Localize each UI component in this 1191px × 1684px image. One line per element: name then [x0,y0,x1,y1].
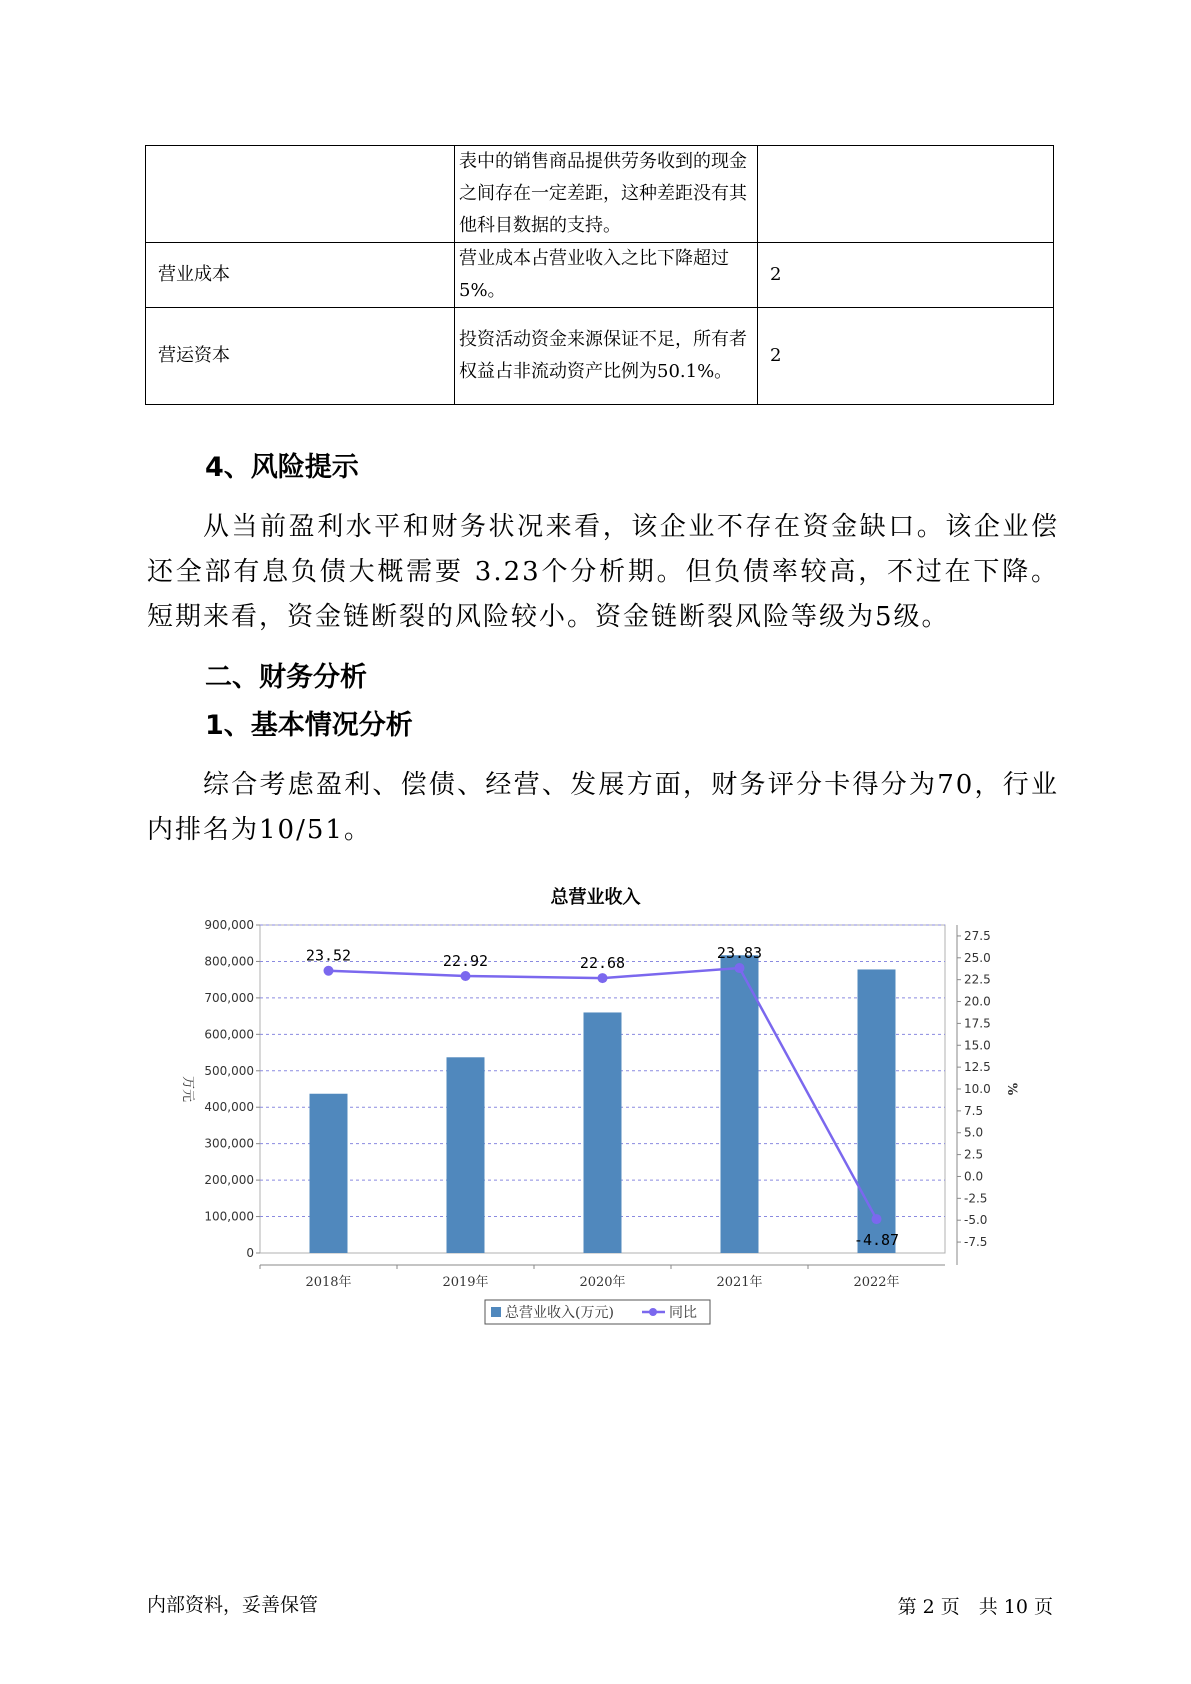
y2-tick-label: 25.0 [964,950,991,965]
y-tick-label: 300,000 [204,1136,254,1151]
chart-title: 总营业收入 [550,887,641,908]
revenue-bar [447,1057,485,1253]
legend-bar-label: 总营业收入(万元) [505,1305,614,1321]
table-row [146,308,1054,405]
revenue-bar [584,1012,622,1253]
y2-tick-label: 7.5 [964,1103,984,1118]
table-row [146,146,1054,243]
y2-tick-label: 17.5 [964,1016,991,1031]
yoy-data-label: 22.92 [442,951,489,970]
y2-tick-label: 20.0 [964,994,991,1009]
legend-bar-swatch [491,1307,501,1317]
x-tick-label: 2019年 [442,1275,489,1290]
description-cell: 营业成本占营业收入之比下降超过5%。 [455,243,758,308]
x-tick-label: 2018年 [305,1275,352,1290]
y2-tick-label: 27.5 [964,928,991,943]
score-cell: 2 [758,308,1054,405]
description-cell: 表中的销售商品提供劳务收到的现金之间存在一定差距，这种差距没有其他科目数据的支持。 [455,146,758,243]
item-cell: 营业成本 [146,243,455,308]
y2-tick-label: 5.0 [964,1125,984,1140]
legend-line-label: 同比 [669,1305,697,1321]
yoy-data-label: -4.87 [853,1231,900,1250]
yoy-point [324,966,334,976]
item-cell [146,146,455,243]
revenue-chart [170,915,1030,1335]
financial-heading: 二、财务分析 [205,662,367,693]
revenue-bar [310,1094,348,1253]
yoy-point [735,963,745,973]
y-tick-label: 200,000 [204,1173,254,1188]
basic-analysis-heading: 1、基本情况分析 [205,710,413,741]
y-tick-label: 100,000 [204,1209,254,1224]
score-paragraph: 综合考虑盈利、偿债、经营、发展方面，财务评分卡得分为70，行业内排名为10/51。 [147,770,1059,845]
risk-table [145,145,1054,405]
table-row [146,243,1054,308]
yoy-data-label: 23.52 [305,946,352,965]
y-tick-label: 0 [246,1246,254,1260]
footer-confidential: 内部资料，妥善保管 [147,1594,319,1616]
y-tick-label: 400,000 [204,1100,254,1115]
y2-tick-label: 10.0 [964,1082,991,1096]
y-tick-label: 800,000 [204,954,254,969]
y2-tick-label: -2.5 [964,1191,988,1206]
y2-tick-label: -5.0 [964,1213,988,1228]
revenue-bar [858,969,896,1253]
yoy-data-label: 23.83 [716,944,763,963]
legend-line-marker [649,1308,657,1316]
yoy-data-label: 22.68 [579,954,626,973]
y2-axis-title: % [1004,1082,1019,1096]
risk-paragraph: 从当前盈利水平和财务状况来看，该企业不存在资金缺口。该企业偿还全部有息负债大概需要 3.23个分析期。但负债率较高，不过在下降。短期来看，资金链断裂的风险较小。资金链断裂风险等级为5级。 [147,512,1059,632]
y2-tick-label: 15.0 [964,1038,991,1053]
x-tick-label: 2022年 [853,1275,900,1290]
y2-tick-label: 2.5 [964,1147,984,1162]
y-tick-label: 600,000 [204,1027,254,1042]
score-cell: 2 [758,243,1054,308]
item-cell: 营运资本 [146,308,455,405]
y2-tick-label: 22.5 [964,972,991,987]
y2-tick-label: -7.5 [964,1235,988,1250]
y-axis-title: 万元 [180,1075,195,1103]
description-cell: 投资活动资金来源保证不足，所有者权益占非流动资产比例为50.1%。 [455,308,758,405]
revenue-bar [721,955,759,1253]
risk-heading: 4、风险提示 [205,452,359,483]
yoy-point [461,971,471,981]
x-tick-label: 2021年 [716,1275,763,1290]
yoy-point [598,973,608,983]
footer-page-number: 第 2 页 共 10 页 [897,1596,1053,1618]
y2-tick-label: 0.0 [964,1169,984,1184]
yoy-point [872,1214,882,1224]
y-tick-label: 500,000 [204,1063,254,1078]
x-tick-label: 2020年 [579,1275,626,1290]
y-tick-label: 900,000 [204,918,254,932]
score-cell [758,146,1054,243]
y2-tick-label: 12.5 [964,1060,991,1075]
y-tick-label: 700,000 [204,990,254,1005]
